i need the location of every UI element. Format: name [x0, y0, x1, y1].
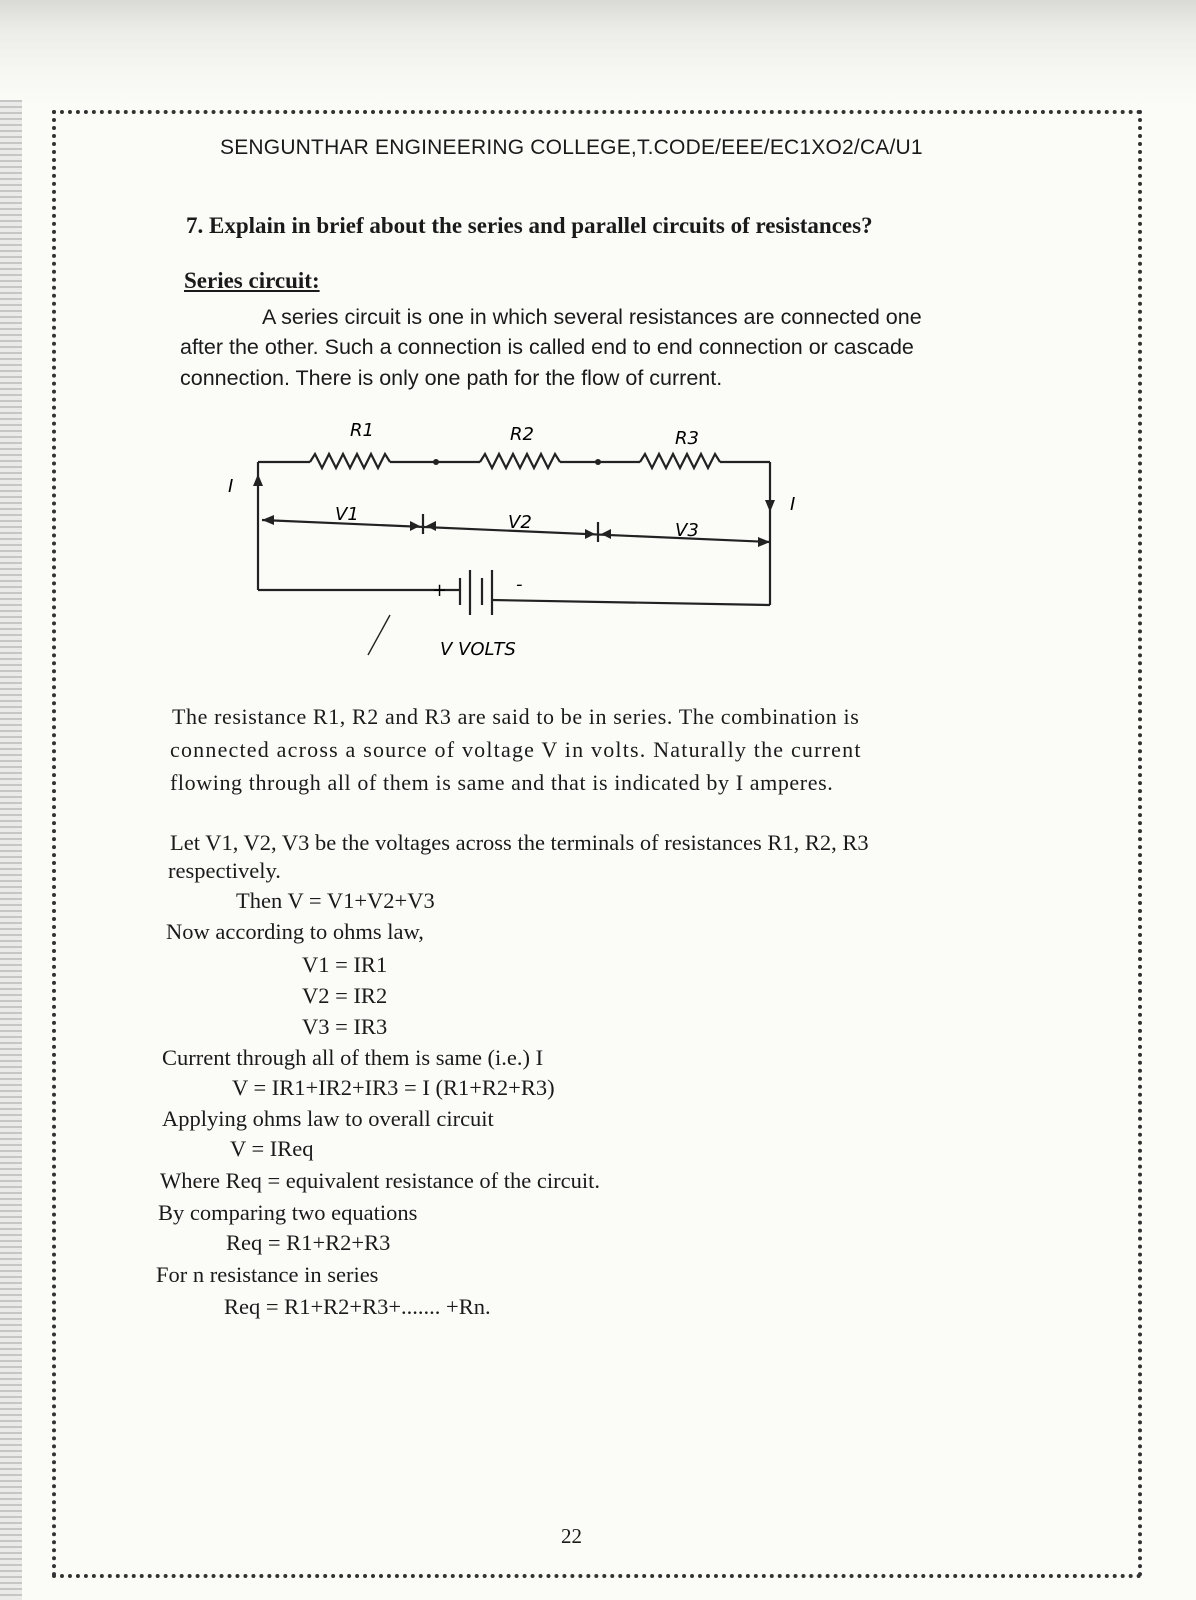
page-header: SENGUNTHAR ENGINEERING COLLEGE,T.CODE/EEE/EC1XO2/CA/U1	[220, 136, 923, 159]
v-arrow-left	[262, 515, 274, 525]
let-line-1: Let V1, V2, V3 be the voltages across the terminals of resistances R1, R2, R3	[170, 830, 869, 855]
paragraph-line-2: connected across a source of voltage V in volts. Naturally the current	[170, 737, 862, 762]
label-v3: V3	[675, 520, 699, 541]
then-equation: Then V = V1+V2+V3	[236, 888, 435, 913]
label-minus: -	[516, 574, 523, 595]
label-r1: R1	[350, 420, 374, 441]
node-r1-r2	[433, 459, 439, 465]
stray-mark	[368, 615, 390, 655]
series-circuit-diagram	[220, 410, 840, 670]
req-n-equation: Req = R1+R2+R3+....... +Rn.	[224, 1294, 491, 1319]
current-arrow-right	[765, 500, 775, 512]
current-same-line: Current through all of them is same (i.e.) I	[162, 1045, 544, 1070]
intro-line-1: A series circuit is one in which several resistances are connected one	[262, 305, 922, 329]
label-r2: R2	[510, 424, 534, 445]
v-arrow-mid-3	[585, 529, 595, 539]
section-heading: Series circuit:	[184, 268, 320, 293]
v-req-equation: V = IReq	[230, 1136, 314, 1161]
scan-binding-edge	[0, 100, 22, 1600]
resistor-r2	[480, 454, 560, 468]
applying-line: Applying ohms law to overall circuit	[162, 1106, 494, 1131]
v-arrow-mid-4	[601, 529, 611, 539]
label-plus: +	[432, 580, 448, 601]
label-v2: V2	[508, 512, 532, 533]
v-arrow-mid-2	[426, 521, 436, 531]
resistor-r1	[310, 454, 390, 468]
intro-line-2: after the other. Such a connection is called end to end connection or cascade	[180, 335, 914, 359]
paragraph-line-1: The resistance R1, R2 and R3 are said to be in series. The combination is	[172, 704, 860, 729]
bottom-wire-right	[492, 600, 770, 605]
v1-equation: V1 = IR1	[302, 952, 388, 977]
node-r2-r3	[595, 459, 601, 465]
where-line: Where Req = equivalent resistance of the circuit.	[160, 1168, 601, 1193]
scan-shadow-top	[0, 0, 1196, 105]
comparing-line: By comparing two equations	[158, 1200, 418, 1225]
label-source: V VOLTS	[440, 639, 516, 660]
v2-equation: V2 = IR2	[302, 983, 388, 1008]
paragraph-line-3: flowing through all of them is same and that is indicated by I amperes.	[170, 770, 834, 795]
v-arrow-right	[758, 537, 770, 547]
label-r3: R3	[675, 428, 699, 449]
intro-line-3: connection. There is only one path for the flow of current.	[180, 366, 723, 390]
question-title: 7. Explain in brief about the series and parallel circuits of resistances?	[186, 213, 873, 238]
resistor-r3	[640, 454, 720, 468]
req-sum-equation: Req = R1+R2+R3	[226, 1230, 391, 1255]
label-current-left: I	[228, 476, 234, 497]
v3-equation: V3 = IR3	[302, 1014, 388, 1039]
current-arrow-left	[253, 474, 263, 486]
page-number: 22	[561, 1524, 582, 1548]
label-current-right: I	[790, 494, 796, 515]
label-v1: V1	[335, 504, 359, 525]
v-total-equation: V = IR1+IR2+IR3 = I (R1+R2+R3)	[232, 1075, 555, 1100]
let-line-2: respectively.	[168, 858, 281, 883]
ohms-law-intro: Now according to ohms law,	[166, 919, 424, 944]
n-resistance-line: For n resistance in series	[156, 1262, 379, 1287]
v-arrow-mid-1	[410, 521, 420, 531]
